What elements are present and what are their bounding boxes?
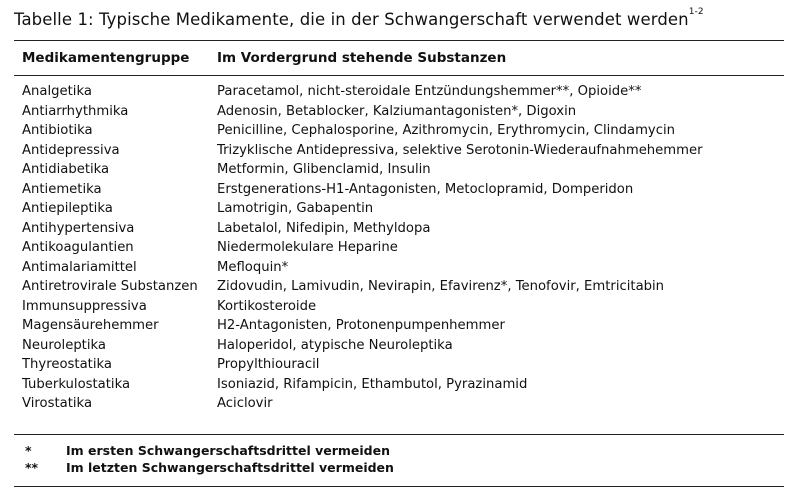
table-row <box>0 240 798 260</box>
cell-substances: Mefloquin* <box>217 259 289 275</box>
table-row <box>0 143 798 163</box>
cell-group: Analgetika <box>22 84 92 99</box>
footnote-symbol: ** <box>25 460 39 475</box>
cell-group: Antidiabetika <box>22 162 110 177</box>
cell-group: Antibiotika <box>22 123 93 138</box>
header-rule <box>14 75 784 76</box>
cell-substances: Labetalol, Nifedipin, Methyldopa <box>217 220 431 236</box>
table-body <box>0 84 798 416</box>
footnote <box>0 460 798 477</box>
table-row <box>0 357 798 377</box>
table-row <box>0 260 798 280</box>
cell-group: Antidepressiva <box>22 142 120 158</box>
table-row <box>0 318 798 338</box>
cell-group: Virostatika <box>22 396 93 411</box>
cell-substances: Penicilline, Cephalosporine, Azithromycin, Erythromycin, Clindamycin <box>217 123 676 138</box>
table-row <box>0 377 798 397</box>
cell-substances: Lamotrigin, Gabapentin <box>217 201 374 216</box>
cell-group: Immunsuppressiva <box>22 298 147 314</box>
cell-substances: Paracetamol, nicht-steroidale Entzündungshemmer**, Opioide** <box>217 84 642 99</box>
cell-substances: Niedermolekulare Heparine <box>217 240 398 255</box>
table-row <box>0 221 798 241</box>
table-row <box>0 123 798 143</box>
cell-substances: Aciclovir <box>217 396 273 411</box>
caption-reference: 1-2 <box>688 7 704 17</box>
cell-group: Antimalariamittel <box>22 259 137 275</box>
cell-substances: Kortikosteroide <box>217 298 317 314</box>
cell-group: Magensäurehemmer <box>22 318 159 333</box>
table-row <box>0 84 798 104</box>
table-row <box>0 396 798 416</box>
cell-substances: Metformin, Glibenclamid, Insulin <box>217 162 431 177</box>
table-row <box>0 299 798 319</box>
cell-group: Thyreostatika <box>22 357 112 372</box>
cell-group: Antiemetika <box>22 181 102 197</box>
cell-group: Antiretrovirale Substanzen <box>22 279 198 294</box>
cell-substances: Trizyklische Antidepressiva, selektive Serotonin-Wiederaufnahmehemmer <box>217 142 703 158</box>
cell-group: Antiepileptika <box>22 201 113 216</box>
table-row <box>0 279 798 299</box>
cell-substances: Haloperidol, atypische Neuroleptika <box>217 337 453 353</box>
caption-text: Tabelle 1: Typische Medikamente, die in der Schwangerschaft verwendet werden <box>14 10 689 29</box>
cell-substances: Erstgenerations-H1-Antagonisten, Metoclopramid, Domperidon <box>217 181 634 197</box>
footnote <box>0 443 798 460</box>
column-header-substances: Im Vordergrund stehende Substanzen <box>217 50 507 66</box>
cell-substances: H2-Antagonisten, Protonenpumpenhemmer <box>217 318 505 333</box>
table-row <box>0 338 798 358</box>
cell-substances: Adenosin, Betablocker, Kalziumantagonisten*, Digoxin <box>217 103 577 119</box>
table-row <box>0 162 798 182</box>
column-header-group: Medikamentengruppe <box>22 50 190 66</box>
cell-substances: Propylthiouracil <box>217 357 320 372</box>
table-row <box>0 182 798 202</box>
cell-group: Antikoagulantien <box>22 240 134 255</box>
table-row <box>0 201 798 221</box>
cell-group: Antihypertensiva <box>22 220 135 236</box>
cell-group: Neuroleptika <box>22 337 107 353</box>
footnote-text: Im letzten Schwangerschaftsdrittel vermeiden <box>66 460 394 475</box>
footnote-rule <box>14 434 784 435</box>
bottom-rule <box>14 486 784 487</box>
cell-substances: Zidovudin, Lamivudin, Nevirapin, Efavirenz*, Tenofovir, Emtricitabin <box>217 279 665 294</box>
top-rule <box>14 40 784 41</box>
table-row <box>0 104 798 124</box>
table-caption <box>14 7 704 29</box>
cell-group: Tuberkulostatika <box>22 376 131 392</box>
cell-group: Antiarrhythmika <box>22 103 129 119</box>
footnote-text: Im ersten Schwangerschaftsdrittel vermeiden <box>66 443 390 458</box>
cell-substances: Isoniazid, Rifampicin, Ethambutol, Pyrazinamid <box>217 376 528 392</box>
footnote-symbol: * <box>25 443 32 458</box>
